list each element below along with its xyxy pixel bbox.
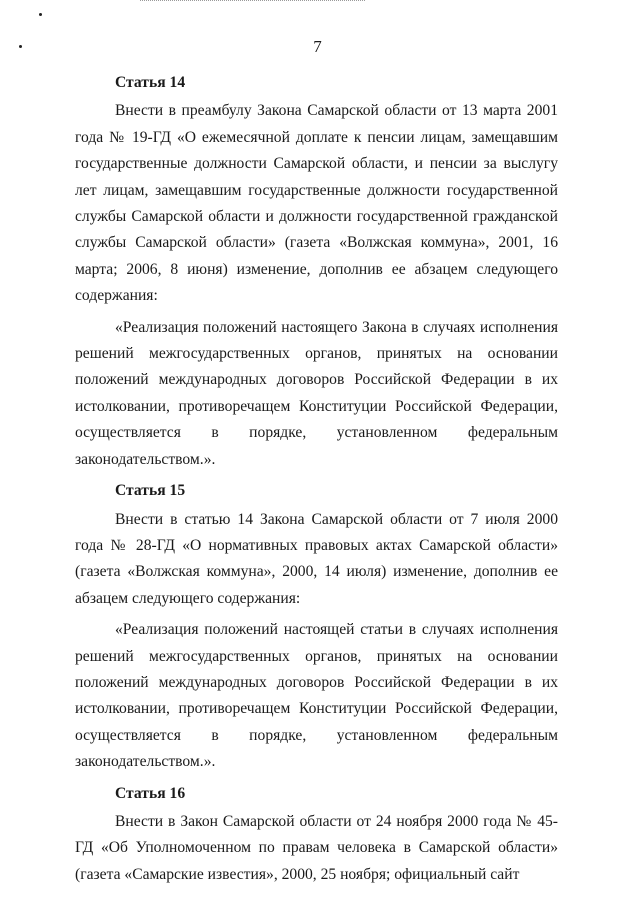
- page-number: 7: [313, 37, 322, 56]
- scan-top-edge: [140, 0, 365, 1]
- article-14: [75, 70, 558, 473]
- article-16: [75, 781, 558, 889]
- document-body: [75, 70, 558, 890]
- article-15: [75, 478, 558, 775]
- article-heading: Статья 14: [115, 74, 186, 91]
- article-quote: «Реализация положений настоящей статьи в случаях исполнения решений межгосударственных органов, принятых на основании положений международных договоров Российской Федерации в их истолковании, противоречащем Конституции Российской Федерации, осуществляется в порядке, установленном федеральным законодательством.».: [75, 621, 558, 771]
- article-heading: Статья 16: [115, 784, 186, 802]
- article-text: Внести в преамбулу Закона Самарской области от 13 марта 2001 года № 19-ГД «О ежемесячной доплате к пенсии лицам, замещавшим государственные должности Самарской области, и пенсии за выслугу лет лицам, замещавшим государственные должности государственной службы Самарской области и должности государственной гражданской службы Самарской области» (газета «Волжская коммуна», 2001, 16 марта; 2006, 8 июня) изменение, дополнив ее абзацем следующего содержания:: [75, 102, 558, 305]
- article-heading: Статья 15: [115, 482, 186, 500]
- article-text: Внести в Закон Самарской области от 24 ноября 2000 года № 45-ГД «Об Уполномоченном по правам человека в Самарской области» (газета «Самарские известия», 2000, 25 ноября; официальный сайт: [75, 812, 558, 883]
- article-quote: «Реализация положений настоящего Закона в случаях исполнения решений межгосударственных органов, принятых на основании положений международных договоров Российской Федерации в их истолковании, противоречащем Конституции Российской Федерации, осуществляется в порядке, установленном федеральным законодательством.».: [75, 318, 558, 468]
- scan-speck: [39, 13, 42, 16]
- article-text: Внести в статью 14 Закона Самарской области от 7 июля 2000 года № 28-ГД «О нормативных правовых актах Самарской области» (газета «Волжская коммуна», 2000, 14 июля) изменение, дополнив ее абзацем следующего содержания:: [75, 510, 558, 607]
